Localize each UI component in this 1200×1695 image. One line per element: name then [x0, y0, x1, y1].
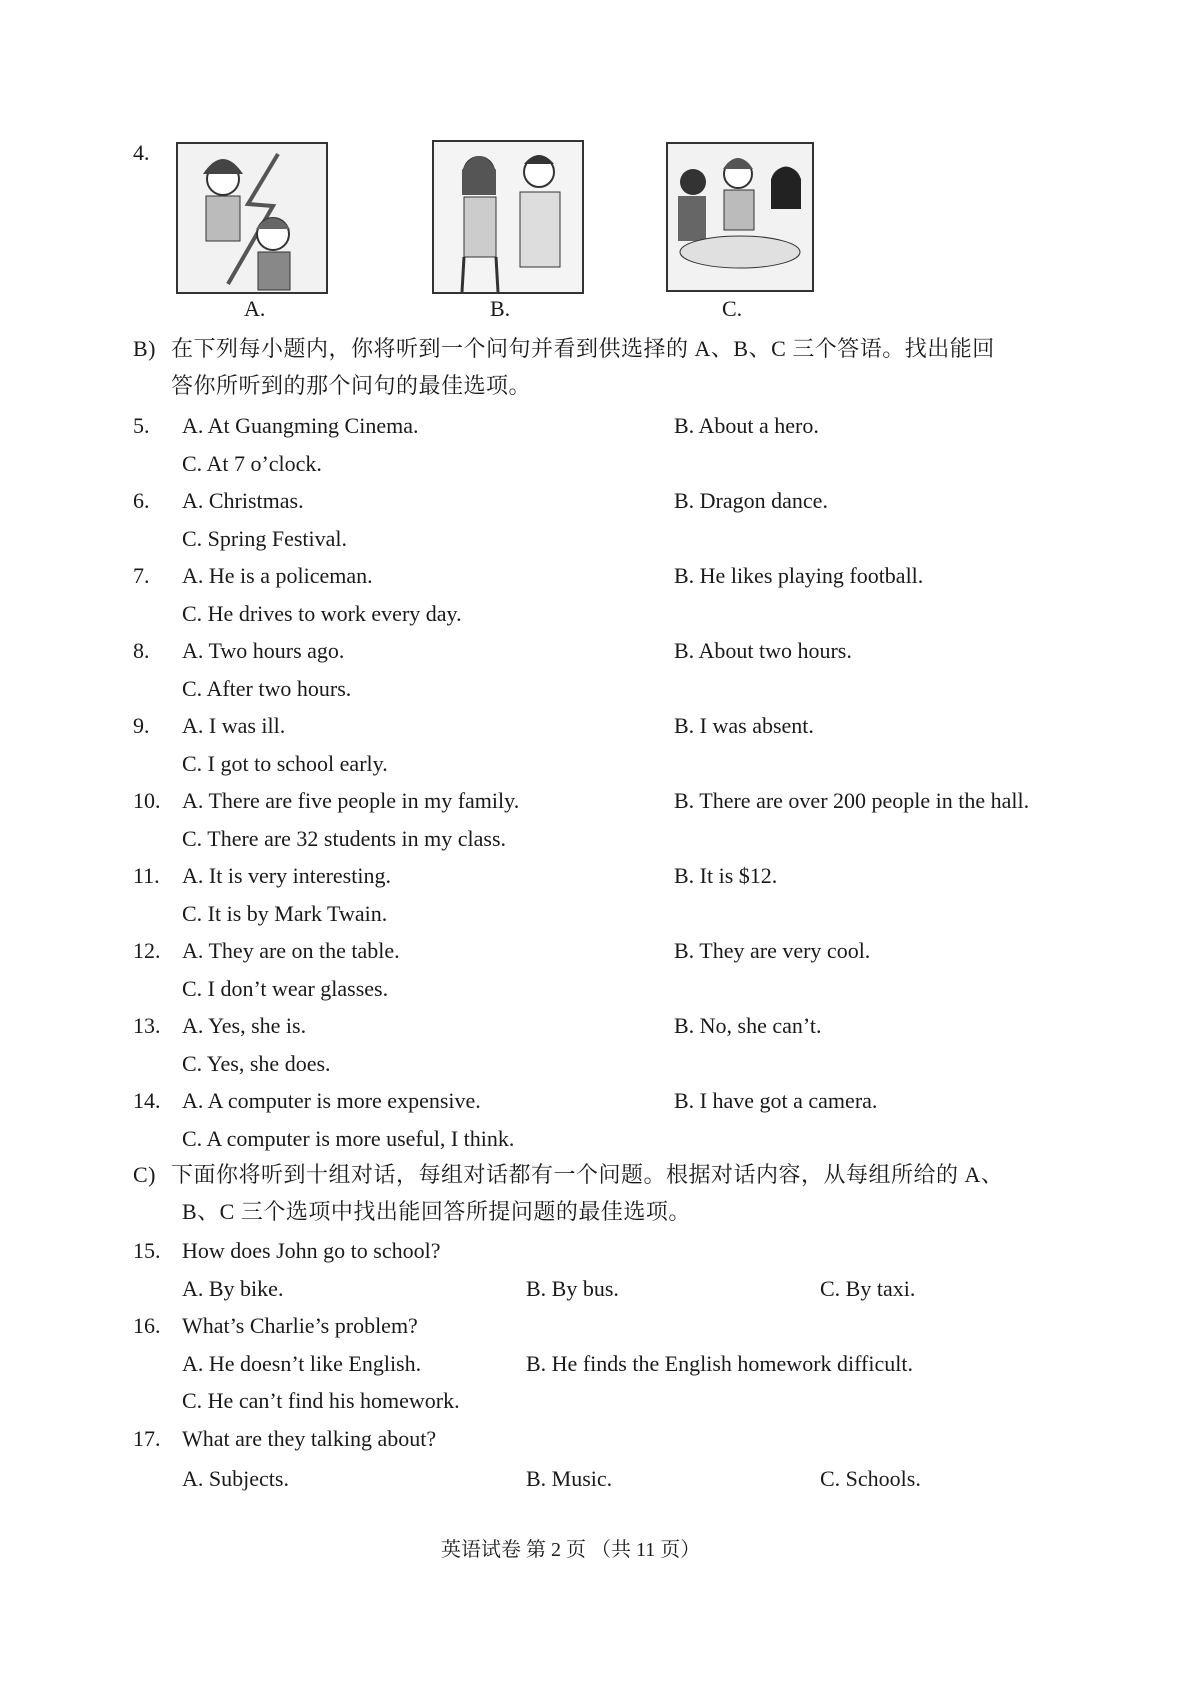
section-c-instruction-line1: 下面你将听到十组对话，每组对话都有一个问题。根据对话内容，从每组所给的 A、 — [171, 1162, 1004, 1187]
question-number: 6. — [133, 488, 150, 513]
picture-b-caption: B. — [490, 296, 511, 321]
option-c: C. I got to school early. — [182, 751, 388, 776]
question-number: 15. — [133, 1238, 161, 1263]
question-number: 4. — [133, 140, 150, 165]
option-c: C. Yes, she does. — [182, 1051, 331, 1076]
option-c: C. After two hours. — [182, 676, 352, 701]
picture-b-argument — [432, 140, 584, 294]
option-c: C. I don’t wear glasses. — [182, 976, 389, 1001]
option-a: A. It is very interesting. — [182, 863, 391, 888]
option-a: A. Two hours ago. — [182, 638, 345, 663]
option-a: A. At Guangming Cinema. — [182, 413, 419, 438]
option-b: B. It is $12. — [674, 863, 778, 888]
option-c: C. A computer is more useful, I think. — [182, 1126, 515, 1151]
option-b: B. I was absent. — [674, 713, 814, 738]
option-a: A. Subjects. — [182, 1466, 289, 1491]
page-footer: 英语试卷 第 2 页 （共 11 页） — [441, 1539, 701, 1561]
picture-c-caption: C. — [722, 296, 743, 321]
option-a: A. Yes, she is. — [182, 1013, 307, 1038]
section-c-label: C) — [133, 1162, 156, 1187]
option-a: A. By bike. — [182, 1276, 284, 1301]
question-number: 14. — [133, 1088, 161, 1113]
option-b: B. I have got a camera. — [674, 1088, 878, 1113]
option-b: B. By bus. — [526, 1276, 619, 1301]
option-a: A. He doesn’t like English. — [182, 1351, 422, 1376]
question-number: 7. — [133, 563, 150, 588]
option-b: B. There are over 200 people in the hall. — [674, 788, 1030, 813]
option-b: B. He finds the English homework difficult. — [526, 1351, 913, 1376]
question-text: What’s Charlie’s problem? — [182, 1313, 418, 1338]
section-c-instruction-line2: B、C 三个选项中找出能回答所提问题的最佳选项。 — [182, 1199, 691, 1224]
question-number: 5. — [133, 413, 150, 438]
option-b: B. About a hero. — [674, 413, 819, 438]
option-a: A. A computer is more expensive. — [182, 1088, 481, 1113]
option-a: A. I was ill. — [182, 713, 286, 738]
section-b-instruction-line1: 在下列每小题内，你将听到一个问句并看到供选择的 A、B、C 三个答语。找出能回 — [171, 336, 995, 361]
option-b: B. He likes playing football. — [674, 563, 924, 588]
picture-c-meeting — [666, 142, 814, 292]
option-c: C. At 7 o’clock. — [182, 451, 322, 476]
option-c: C. Schools. — [820, 1466, 921, 1491]
picture-a-caption: A. — [244, 296, 266, 321]
option-b: B. Dragon dance. — [674, 488, 828, 513]
option-c: C. There are 32 students in my class. — [182, 826, 507, 851]
option-b: B. They are very cool. — [674, 938, 871, 963]
option-b: B. No, she can’t. — [674, 1013, 822, 1038]
question-number: 13. — [133, 1013, 161, 1038]
question-number: 17. — [133, 1426, 161, 1451]
question-number: 8. — [133, 638, 150, 663]
option-c: C. He drives to work every day. — [182, 601, 462, 626]
question-number: 11. — [133, 863, 160, 888]
picture-a-phone-call — [176, 142, 328, 294]
option-c: C. He can’t find his homework. — [182, 1388, 460, 1413]
option-b: B. About two hours. — [674, 638, 852, 663]
option-a: A. There are five people in my family. — [182, 788, 520, 813]
question-number: 16. — [133, 1313, 161, 1338]
option-a: A. Christmas. — [182, 488, 304, 513]
question-number: 12. — [133, 938, 161, 963]
section-b-label: B) — [133, 336, 156, 361]
section-b-instruction-line2: 答你所听到的那个问句的最佳选项。 — [171, 373, 532, 398]
option-b: B. Music. — [526, 1466, 613, 1491]
option-a: A. They are on the table. — [182, 938, 400, 963]
option-c: C. Spring Festival. — [182, 526, 348, 551]
option-c: C. By taxi. — [820, 1276, 916, 1301]
question-number: 10. — [133, 788, 161, 813]
option-c: C. It is by Mark Twain. — [182, 901, 388, 926]
question-text: How does John go to school? — [182, 1238, 441, 1263]
question-text: What are they talking about? — [182, 1426, 437, 1451]
question-number: 9. — [133, 713, 150, 738]
option-a: A. He is a policeman. — [182, 563, 373, 588]
